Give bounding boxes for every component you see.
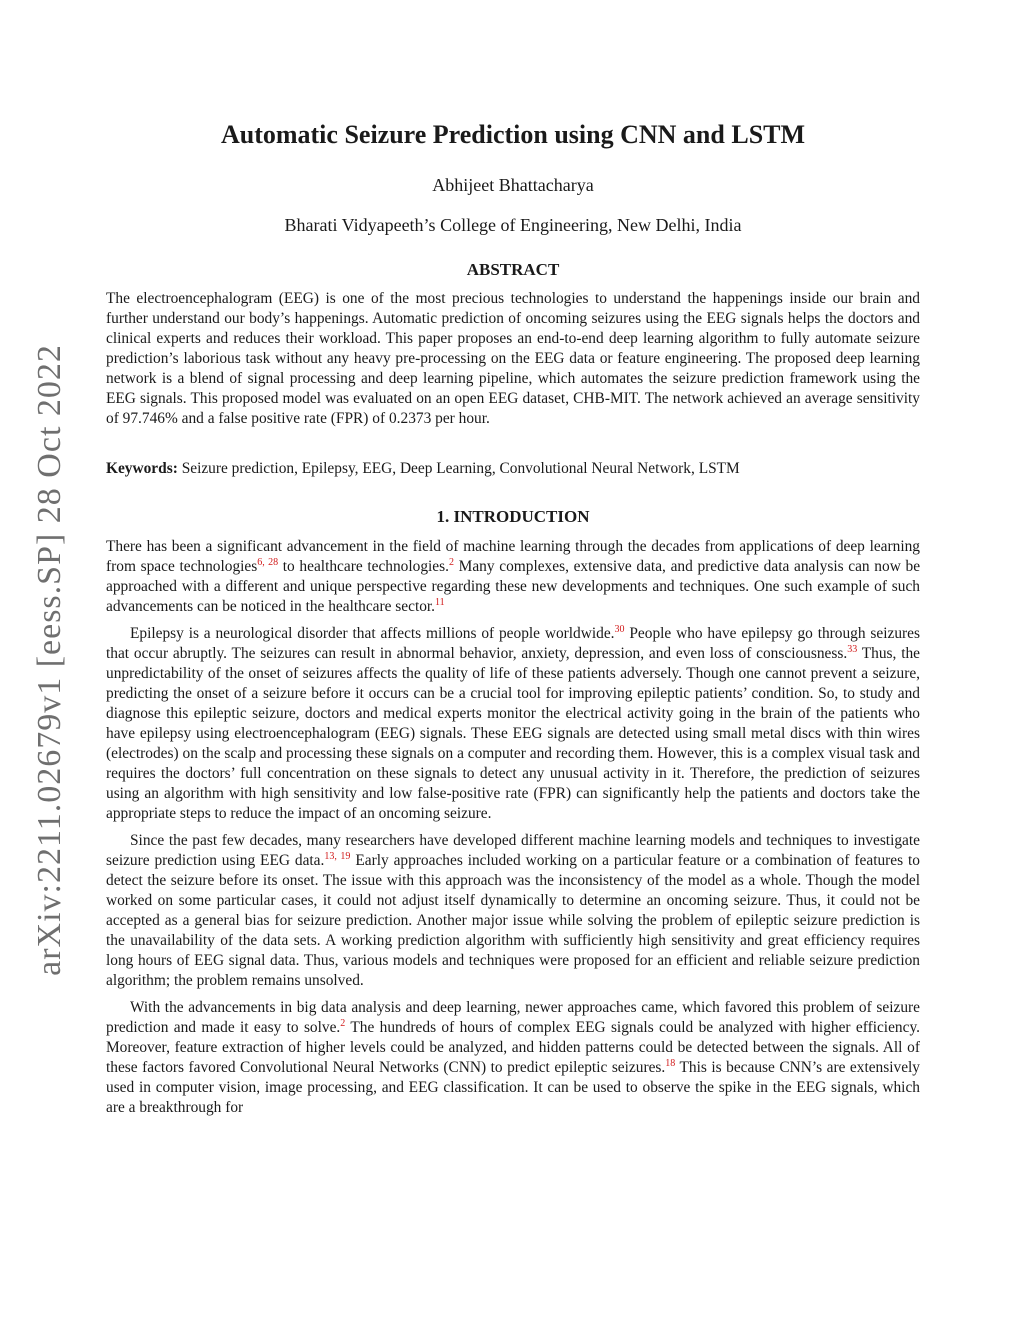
citation-link[interactable]: 2 — [448, 556, 454, 568]
keywords-list: Seizure prediction, Epilepsy, EEG, Deep Learning, Convolutional Neural Network, LSTM — [181, 460, 740, 477]
abstract-body: The electroencephalogram (EEG) is one of the most precious technologies to understand the happenings inside our brain and further understand our body’s happenings. Automatic prediction of oncoming seizures using the EEG signals helps the doctors and clinical experts and reduces their workload. This paper proposes an end-to-end deep learning algorithm to fully automate seizure prediction’s laborious task without any heavy pre-processing on the EEG data or feature engineering. The proposed deep learning network is a blend of signal processing and deep learning pipeline, which automates the seizure prediction framework using the EEG signals. This proposed model was evaluated on an open EEG dataset, CHB-MIT. The network achieved an average sensitivity of 97.746% and a false positive rate (FPR) of 0.2373 per hour. — [106, 290, 920, 427]
arxiv-identifier: arXiv:2211.02679v1 [eess.SP] 28 Oct 2022 — [31, 344, 68, 976]
arxiv-sidebar — [0, 0, 86, 1325]
citation-link[interactable]: 30 — [614, 623, 625, 635]
citation-link[interactable]: 18 — [665, 1057, 676, 1069]
author-name: Abhijeet Bhattacharya — [432, 175, 594, 195]
author-affiliation: Bharati Vidyapeeth’s College of Engineering, New Delhi, India — [284, 215, 742, 235]
citation-link[interactable]: 6, 28 — [257, 556, 279, 568]
keywords-label: Keywords: — [106, 460, 178, 477]
intro-paragraph-4: With the advancements in big data analysis and deep learning, newer approaches came, which favored this problem of seizure prediction and made it easy to solve.$^2$ The hundreds of hours of complex EEG signals could be analyzed with higher efficiency. Moreover, feature extraction of higher levels could be analyzed, and hidden patterns could be detected between the signals. All of these factors favored Convolutional Neural Networks (CNN) to predict epileptic seizures.$^{18}$ This is because CNN’s are extensively used in computer vision, image processing, and EEG classification. It can be used to observe the spike in the EEG signals, which are a breakthrough for — [106, 999, 921, 1116]
intro-paragraph-2: Epilepsy is a neurological disorder that affects millions of people worldwide.$^{30}$ People who have epilepsy go through seizures that occur abruptly. The seizures can result in abnormal behavior, anxiety, depression, and even loss of consciousness.$^{33}$ Thus, the unpredictability of the onset of seizures affects the quality of life of these patients adversely. Though one cannot prevent a seizure, predicting the onset of a seizure before it occurs can be a crucial tool for improving epileptic patients’ condition. So, to study and diagnose this epileptic seizure, doctors and medical experts monitor the electrical activity going in the brain of the patients who have epilepsy using electroencephalogram (EEG) signals. These EEG signals are detected using small metal discs with thin wires (electrodes) on the scalp and processing these signals on a computer and recording them. However, this is a complex visual task and requires the doctors’ full concentration on these signals to detect any unusual activity in it. Therefore, the prediction of seizures using an algorithm with high sensitivity and low false-positive rate (FPR) can significantly help the patients and doctors take the appropriate steps to reduce the impact of an oncoming seizure. — [106, 623, 920, 822]
keywords-line — [106, 459, 920, 479]
intro-paragraph-3: Since the past few decades, many researchers have developed different machine learning models and techniques to investigate seizure prediction using EEG data.$^{13, 19}$ Early approaches included working on a particular feature or a combination of features to detect the seizure before its onset. The issue with this approach was the inconsistency of the model as a whole. Though the model worked on some particular cases, it could not adjust itself dynamically to determine an oncoming seizure. Thus, it could not be accepted as a general bias for seizure prediction. Another major issue while solving the problem of epileptic seizure prediction is the unavailability of the data sets. A working prediction algorithm with sufficiently high sensitivity and great efficiency requires long hours of EEG signal data. Thus, various models and techniques were proposed for an efficient and reliable seizure prediction algorithm; the problem remains unsolved. — [106, 832, 920, 989]
introduction-body — [106, 537, 920, 1125]
citation-link[interactable]: 33 — [847, 643, 858, 655]
citation-link[interactable]: 2 — [340, 1017, 346, 1029]
paper-title: Automatic Seizure Prediction using CNN and LSTM — [220, 120, 806, 149]
abstract-heading: ABSTRACT — [466, 260, 560, 279]
introduction-heading: 1. INTRODUCTION — [436, 507, 590, 526]
citation-link[interactable]: 11 — [435, 596, 445, 608]
intro-paragraph-1: There has been a significant advancement in the field of machine learning through the decades from applications of deep learning from space technologies$^{6, 28}$ to healthcare technologies.$^2$ Many complexes, extensive data, and predictive data analysis can now be approached with a different and unique perspective regarding these new developments and techniques. One such example of such advancements can be noticed in the healthcare sector.$^{11}$ — [106, 538, 921, 615]
citation-link[interactable]: 13, 19 — [324, 850, 351, 862]
